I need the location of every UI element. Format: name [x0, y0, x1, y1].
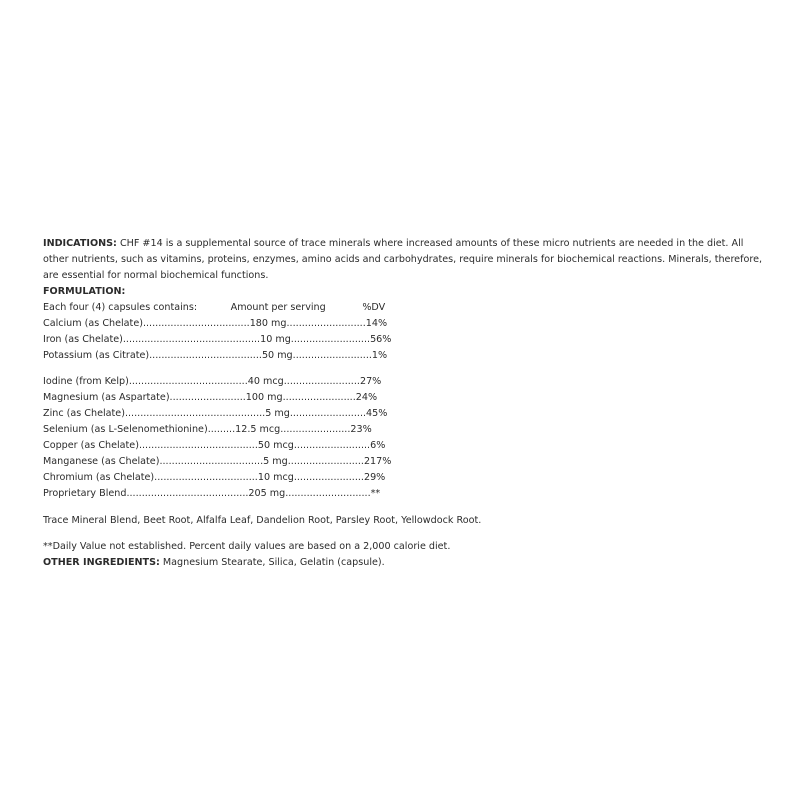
formulation-heading: FORMULATION: [43, 286, 126, 297]
ingredient-row: Zinc (as Chelate)..............................................5 mg.........................45% [43, 408, 388, 419]
indications-text: CHF #14 is a supplemental source of trace minerals where increased amounts of these micro nutrients are needed in the diet. All other nutrients, such as vitamins, proteins, enzymes, amino acids and carbohydrates, require minerals for biochemical reactions. Minerals, therefore, are essential for normal biochemical functions. [43, 238, 763, 281]
indications-paragraph [43, 236, 763, 284]
ingredient-row: Manganese (as Chelate)..................................5 mg.........................217% [43, 456, 392, 467]
other-ingredients-text: Magnesium Stearate, Silica, Gelatin (capsule). [159, 557, 385, 568]
ingredient-row: Potassium (as Citrate).....................................50 mg..........................1% [43, 350, 388, 361]
ingredient-row: Selenium (as L-Selenomethionine).........12.5 mcg.......................23% [43, 424, 372, 435]
ingredient-row: Magnesium (as Aspartate).........................100 mg........................24% [43, 392, 378, 403]
footnote-text: **Daily Value not established. Percent daily values are based on a 2,000 calorie diet. [43, 541, 451, 552]
blend-text: Trace Mineral Blend, Beet Root, Alfalfa Leaf, Dandelion Root, Parsley Root, Yellowdock Root. [43, 515, 482, 526]
other-ingredients [43, 555, 763, 571]
other-ingredients-heading: OTHER INGREDIENTS: [43, 557, 160, 568]
ingredient-row: Copper (as Chelate).......................................50 mcg.........................6% [43, 440, 386, 451]
ingredient-row: Calcium (as Chelate)...................................180 mg..........................14% [43, 318, 388, 329]
blend-spacer [43, 502, 763, 513]
formulation-group-1 [43, 316, 763, 364]
ingredient-row: Chromium (as Chelate)..................................10 mcg.......................29% [43, 472, 386, 483]
ingredient-row: Iodine (from Kelp).......................................40 mcg.........................27% [43, 376, 382, 387]
group-spacer [43, 364, 763, 374]
indications-heading: INDICATIONS: [43, 238, 117, 249]
ingredient-row: Proprietary Blend........................................205 mg............................** [43, 488, 381, 499]
formulation-header-row: Each four (4) capsules contains: Amount per serving %DV [43, 302, 386, 313]
ingredient-row: Iron (as Chelate).............................................10 mg..........................56% [43, 334, 392, 345]
product-description [43, 236, 763, 571]
footnote-spacer [43, 529, 763, 539]
formulation-group-2 [43, 374, 763, 502]
